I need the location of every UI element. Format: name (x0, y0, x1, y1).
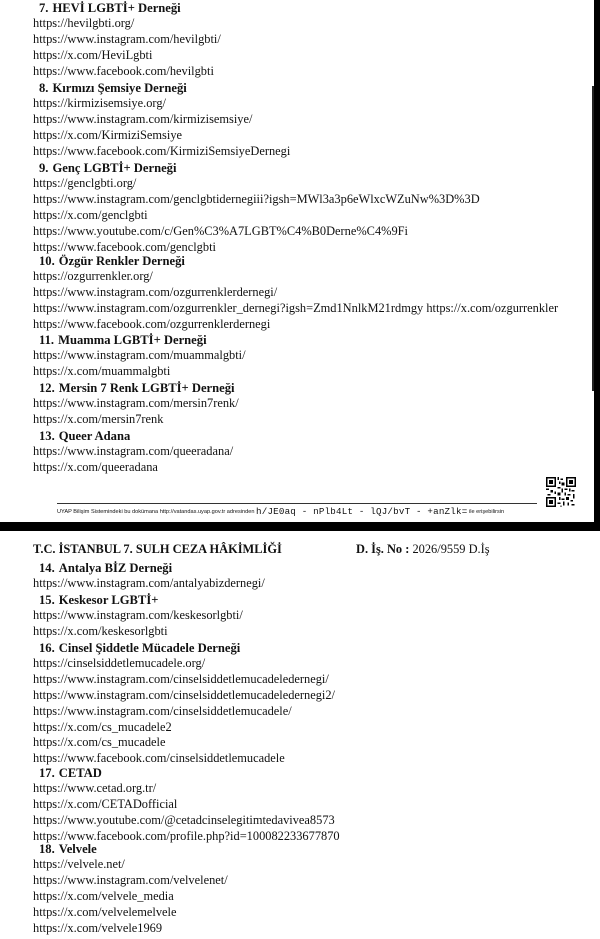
qr-code-icon (546, 477, 576, 507)
link-line[interactable]: https://www.youtube.com/@cetadcinselegitimtedavivea8573 (33, 812, 335, 827)
case-number (356, 541, 490, 557)
section-number: 15. (39, 593, 55, 607)
section-number: 12. (39, 381, 55, 395)
section-15 (33, 592, 553, 640)
section-title: CETAD (58, 766, 102, 780)
link-line[interactable]: https://x.com/HeviLgbti (33, 47, 153, 62)
page-separator (0, 522, 600, 531)
section-heading (39, 0, 553, 16)
case-number-value: 2026/9559 D.İş (412, 542, 490, 556)
section-number: 13. (39, 429, 55, 443)
section-14 (33, 560, 553, 592)
link-line[interactable]: https://www.cetad.org.tr/ (33, 781, 157, 795)
section-number: 7. (39, 1, 49, 15)
section-number: 8. (39, 81, 49, 95)
section-number: 14. (39, 561, 55, 575)
section-heading (39, 560, 553, 576)
link-line[interactable]: https://x.com/cs_mucadele (33, 735, 166, 750)
section-16 (33, 640, 553, 767)
section-heading (39, 592, 553, 608)
case-number-label: D. İş. No : (356, 542, 410, 556)
section-7 (33, 0, 553, 80)
page-edge-shadow (594, 0, 600, 522)
link-line[interactable]: https://x.com/velvelemelvele (33, 904, 177, 919)
section-number: 9. (39, 161, 49, 175)
link-line[interactable]: https://x.com/velvele_media (33, 888, 174, 903)
section-title: Keskesor LGBTİ+ (58, 593, 159, 607)
link-line[interactable]: https://www.instagram.com/muammalgbti/ (33, 348, 246, 362)
verification-code: h/JE0aq - nPlb4Lt - lQJ/bvT - +anZlk= (256, 506, 468, 517)
footer-divider (57, 503, 537, 504)
section-heading (39, 428, 553, 444)
section-number: 16. (39, 641, 55, 655)
footer-suffix: ile erişebilirsin (468, 509, 505, 515)
section-title: Özgür Renkler Derneği (58, 254, 185, 268)
link-line[interactable]: https://www.instagram.com/mersin7renk/ (33, 396, 239, 410)
footer-prefix: UYAP Bilişim Sistemindeki bu dokümana http://vatandas.uyap.gov.tr adresinden (57, 509, 255, 515)
section-17 (33, 765, 553, 845)
section-title: Kırmızı Şemsiye Derneği (52, 81, 187, 95)
section-title: Antalya BİZ Derneği (58, 561, 173, 575)
link-line[interactable]: https://www.instagram.com/ozgurrenkler_dernegi?igsh=Zmd1NnlkM21rdmgy https://x.com/ozgurrenkler (33, 300, 559, 315)
link-line[interactable]: https://x.com/muammalgbti (33, 363, 171, 378)
link-line[interactable]: https://www.instagram.com/antalyabizdernegi/ (33, 576, 265, 590)
link-line[interactable]: https://x.com/CETADofficial (33, 796, 178, 811)
link-line[interactable]: https://www.youtube.com/c/Gen%C3%A7LGBT%C4%B0Derne%C4%9Fi (33, 223, 408, 238)
link-line[interactable]: https://x.com/KirmiziSemsiye (33, 127, 183, 142)
section-number: 11. (39, 333, 55, 347)
section-heading (39, 841, 553, 857)
link-line[interactable]: https://www.instagram.com/cinselsiddetlemucadele/ (33, 703, 292, 718)
section-10 (33, 253, 559, 333)
link-line[interactable]: https://kirmizisemsiye.org/ (33, 96, 166, 110)
court-name: T.C. İSTANBUL 7. SULH CEZA HÂKİMLİĞİ (33, 542, 282, 556)
section-title: Genç LGBTİ+ Derneği (52, 161, 177, 175)
section-heading (39, 253, 553, 269)
link-line[interactable]: https://www.instagram.com/velvelenet/ (33, 872, 228, 887)
page-header (33, 541, 573, 557)
section-number: 18. (39, 842, 55, 856)
link-line[interactable]: https://x.com/mersin7renk (33, 411, 164, 426)
link-line[interactable]: https://www.instagram.com/cinselsiddetlemucadeledernegi/ (33, 671, 329, 686)
link-line[interactable]: https://www.instagram.com/ozgurrenklerdernegi/ (33, 284, 278, 299)
link-line[interactable]: https://www.facebook.com/profile.php?id=100082233677870 (33, 828, 340, 843)
section-heading (39, 380, 553, 396)
section-heading (39, 80, 553, 96)
section-13 (33, 428, 553, 476)
link-line[interactable]: https://www.instagram.com/cinselsiddetlemucadeledernegi2/ (33, 687, 335, 702)
link-line[interactable]: https://www.facebook.com/cinselsiddetlemucadele (33, 751, 285, 766)
section-title: Queer Adana (58, 429, 131, 443)
section-heading (39, 765, 553, 781)
section-number: 17. (39, 766, 55, 780)
link-line[interactable]: https://www.facebook.com/genclgbti (33, 239, 216, 254)
link-line[interactable]: https://www.facebook.com/ozgurrenklerdernegi (33, 316, 271, 331)
link-line[interactable]: https://x.com/queeradana (33, 459, 158, 474)
link-line[interactable]: https://x.com/genclgbti (33, 207, 148, 222)
uyap-footer (57, 506, 537, 518)
section-title: Mersin 7 Renk LGBTİ+ Derneği (58, 381, 235, 395)
section-number: 10. (39, 254, 55, 268)
section-18 (33, 841, 553, 936)
document-page-2 (0, 531, 600, 939)
link-line[interactable]: https://www.facebook.com/hevilgbti (33, 63, 214, 78)
section-heading (39, 160, 553, 176)
link-line[interactable]: https://ozgurrenkler.org/ (33, 269, 153, 283)
link-line[interactable]: https://velvele.net/ (33, 857, 125, 871)
link-line[interactable]: https://hevilgbti.org/ (33, 16, 135, 30)
section-heading (39, 332, 553, 348)
link-line[interactable]: https://x.com/velvele1969 (33, 920, 163, 935)
section-title: HEVİ LGBTİ+ Derneği (52, 1, 181, 15)
section-title: Velvele (58, 842, 97, 856)
section-title: Muamma LGBTİ+ Derneği (58, 333, 207, 347)
link-line[interactable]: https://www.facebook.com/KirmiziSemsiyeDernegi (33, 143, 291, 158)
section-12 (33, 380, 553, 428)
link-line[interactable]: https://www.instagram.com/genclgbtidernegiii?igsh=MWl3a3p6eWlxcWZuNw%3D%3D (33, 191, 480, 206)
link-line[interactable]: https://www.instagram.com/queeradana/ (33, 444, 234, 458)
link-line[interactable]: https://www.instagram.com/kirmizisemsiye/ (33, 111, 253, 126)
link-line[interactable]: https://x.com/cs_mucadele2 (33, 719, 172, 734)
section-title: Cinsel Şiddetle Mücadele Derneği (58, 641, 241, 655)
section-heading (39, 640, 553, 656)
link-line[interactable]: https://www.instagram.com/keskesorlgbti/ (33, 608, 243, 622)
link-line[interactable]: https://www.instagram.com/hevilgbti/ (33, 31, 221, 46)
link-line[interactable]: https://cinselsiddetlemucadele.org/ (33, 656, 206, 670)
section-11 (33, 332, 553, 380)
section-8 (33, 80, 553, 160)
link-line[interactable]: https://genclgbti.org/ (33, 176, 137, 190)
section-9 (33, 160, 553, 255)
link-line[interactable]: https://x.com/keskesorlgbti (33, 623, 168, 638)
